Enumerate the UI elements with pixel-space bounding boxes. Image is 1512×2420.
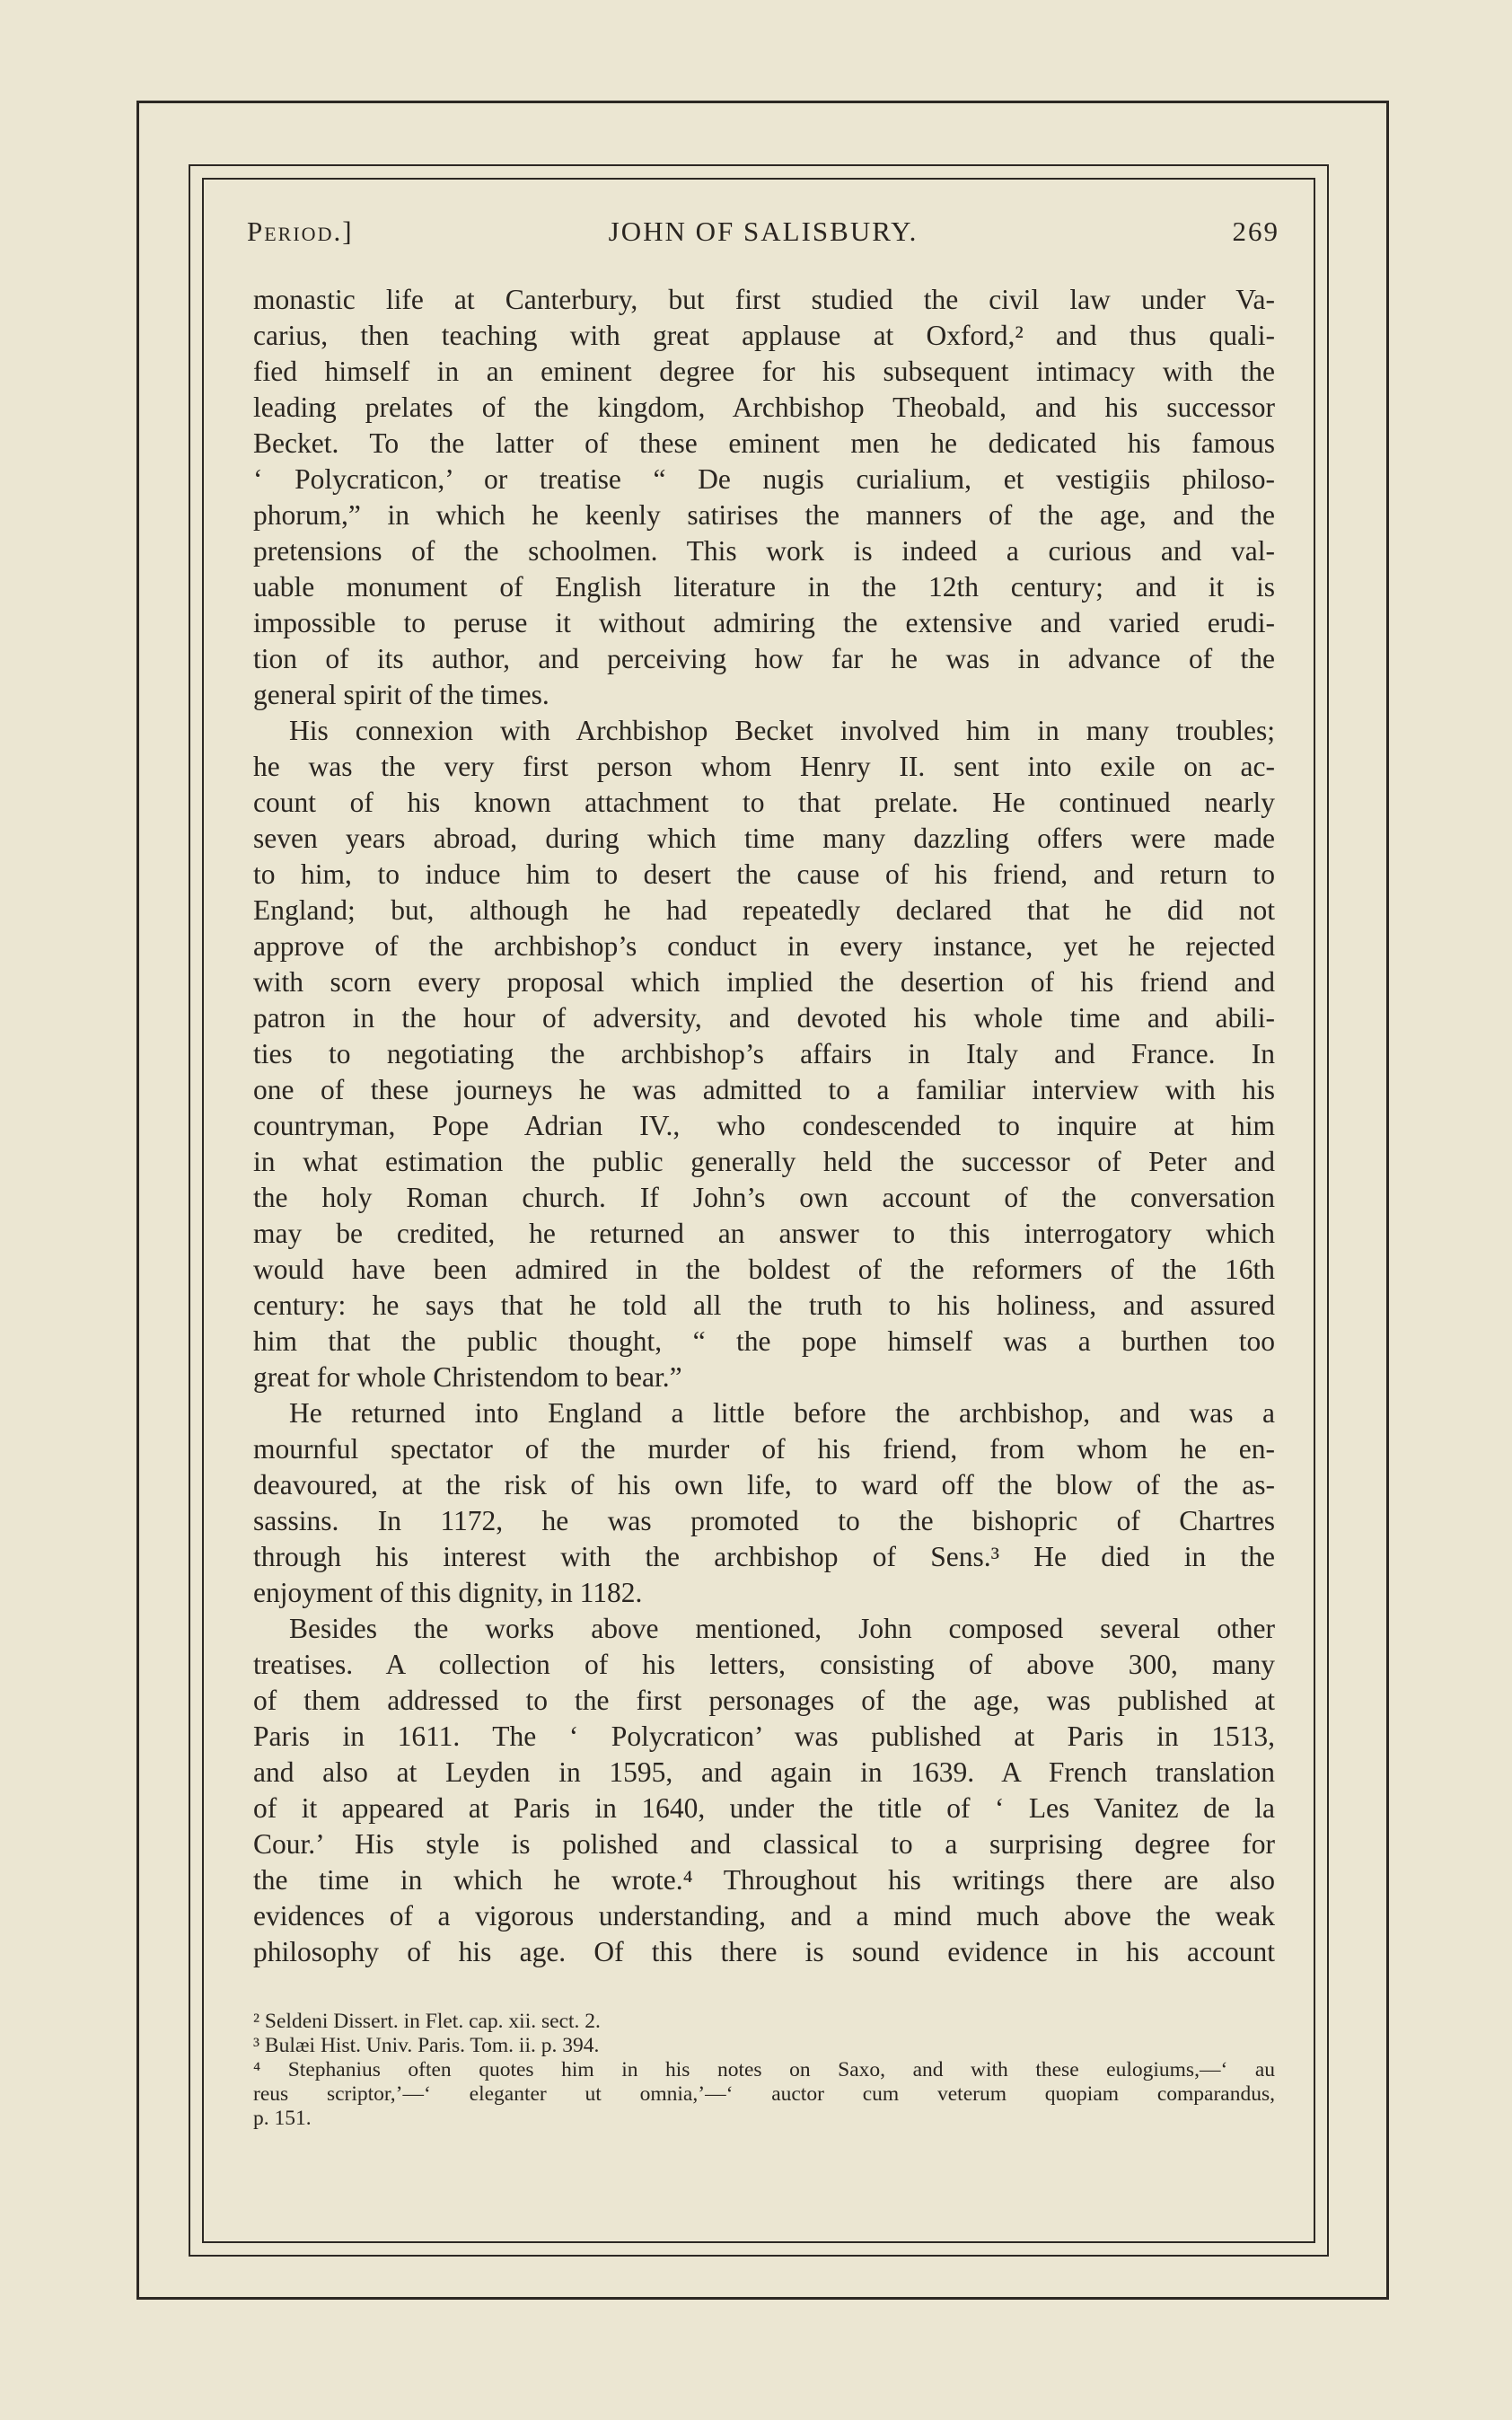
text-line: great for whole Christendom to bear.” <box>253 1361 682 1393</box>
text-line: leading prelates of the kingdom, Archbishop Theobald, and his successor <box>253 392 1275 423</box>
text-line: Paris in 1611. The ‘ Polycraticon’ was published at Paris in 1513, <box>253 1720 1275 1752</box>
text-line: enjoyment of this dignity, in 1182. <box>253 1577 643 1608</box>
text-line: monastic life at Canterbury, but first studied the civil law under Va- <box>253 284 1275 315</box>
text-line: treatises. A collection of his letters, consisting of above 300, many <box>253 1649 1275 1680</box>
text-line: one of these journeys he was admitted to a familiar interview with his <box>253 1074 1275 1105</box>
paragraph-3 <box>253 1395 1275 1611</box>
text-line: uable monument of English literature in the 12th century; and it is <box>253 571 1275 603</box>
text-line: of them addressed to the first personages of the age, was published at <box>253 1685 1275 1716</box>
text-line: with scorn every proposal which implied the desertion of his friend and <box>253 966 1275 998</box>
footnote-2: ² Seldeni Dissert. in Flet. cap. xii. sect. 2. <box>253 2010 601 2033</box>
paragraph-1 <box>253 282 1275 713</box>
text-line: phorum,” in which he keenly satirises the manners of the age, and the <box>253 499 1275 531</box>
text-line: may be credited, he returned an answer to this interrogatory which <box>253 1218 1275 1249</box>
text-line: would have been admired in the boldest of the reformers of the 16th <box>253 1254 1275 1285</box>
text-line: Besides the works above mentioned, John composed several other <box>289 1613 1275 1644</box>
paragraph-2 <box>253 713 1275 1395</box>
footnotes <box>253 2010 1275 2131</box>
text-line: deavoured, at the risk of his own life, to ward off the blow of the as- <box>253 1469 1275 1500</box>
text-line: pretensions of the schoolmen. This work is indeed a curious and val- <box>253 535 1275 567</box>
text-line: fied himself in an eminent degree for his subsequent intimacy with the <box>253 356 1275 387</box>
text-line: he was the very first person whom Henry II. sent into exile on ac- <box>253 751 1275 782</box>
footnote-4-line: ⁴ Stephanius often quotes him in his notes on Saxo, and with these eulogiums,—‘ au <box>253 2058 1275 2081</box>
text-line: century: he says that he told all the truth to his holiness, and assured <box>253 1289 1275 1321</box>
text-line: the time in which he wrote.⁴ Throughout his writings there are also <box>253 1864 1275 1896</box>
text-line: philosophy of his age. Of this there is sound evidence in his account <box>253 1936 1275 1967</box>
text-line: Cour.’ His style is polished and classical to a surprising degree for <box>253 1828 1275 1860</box>
footnote-3: ³ Bulæi Hist. Univ. Paris. Tom. ii. p. 394. <box>253 2034 600 2057</box>
text-line: sassins. In 1172, he was promoted to the bishopric of Chartres <box>253 1505 1275 1536</box>
text-line: England; but, although he had repeatedly declared that he did not <box>253 894 1275 926</box>
text-line: the holy Roman church. If John’s own account of the conversation <box>253 1182 1275 1213</box>
text-line: general spirit of the times. <box>253 679 549 710</box>
text-line: to him, to induce him to desert the cause of his friend, and return to <box>253 858 1275 890</box>
text-line: ‘ Polycraticon,’ or treatise “ De nugis curialium, et vestigiis philoso- <box>253 463 1275 495</box>
text-line: tion of its author, and perceiving how far he was in advance of the <box>253 643 1275 674</box>
text-line: carius, then teaching with great applause at Oxford,² and thus quali- <box>253 320 1275 351</box>
text-line: of it appeared at Paris in 1640, under the title of ‘ Les Vanitez de la <box>253 1792 1275 1824</box>
text-line: patron in the hour of adversity, and devoted his whole time and abili- <box>253 1002 1275 1034</box>
text-line: in what estimation the public generally held the successor of Peter and <box>253 1146 1275 1177</box>
text-line: through his interest with the archbishop of Sens.³ He died in the <box>253 1541 1275 1572</box>
text-line: approve of the archbishop’s conduct in every instance, yet he rejected <box>253 930 1275 962</box>
text-line: Becket. To the latter of these eminent men he dedicated his famous <box>253 427 1275 459</box>
paragraph-4 <box>253 1611 1275 1970</box>
text-line: count of his known attachment to that prelate. He continued nearly <box>253 787 1275 818</box>
page-number: 269 <box>1232 216 1279 247</box>
running-header-title: JOHN OF SALISBURY. <box>608 216 919 247</box>
text-line: His connexion with Archbishop Becket involved him in many troubles; <box>289 715 1275 746</box>
text-line: seven years abroad, during which time many dazzling offers were made <box>253 823 1275 854</box>
text-line: mournful spectator of the murder of his friend, from whom he en- <box>253 1433 1275 1465</box>
text-line: ties to negotiating the archbishop’s affairs in Italy and France. In <box>253 1038 1275 1069</box>
footnote-4-line: p. 151. <box>253 2107 312 2130</box>
text-line: him that the public thought, “ the pope himself was a burthen too <box>253 1325 1275 1357</box>
text-line: evidences of a vigorous understanding, and a mind much above the weak <box>253 1900 1275 1932</box>
main-text <box>253 282 1275 1970</box>
text-line: impossible to peruse it without admiring the extensive and varied erudi- <box>253 607 1275 638</box>
text-line: and also at Leyden in 1595, and again in 1639. A French translation <box>253 1756 1275 1788</box>
footnote-4-line: reus scriptor,’—‘ eleganter ut omnia,’—‘ auctor cum veterum quopiam comparandus, <box>253 2082 1275 2106</box>
text-line: countryman, Pope Adrian IV., who condescended to inquire at him <box>253 1110 1275 1141</box>
running-header-section: Period.] <box>247 216 354 247</box>
running-header <box>247 216 1279 251</box>
text-line: He returned into England a little before the archbishop, and was a <box>289 1397 1275 1429</box>
